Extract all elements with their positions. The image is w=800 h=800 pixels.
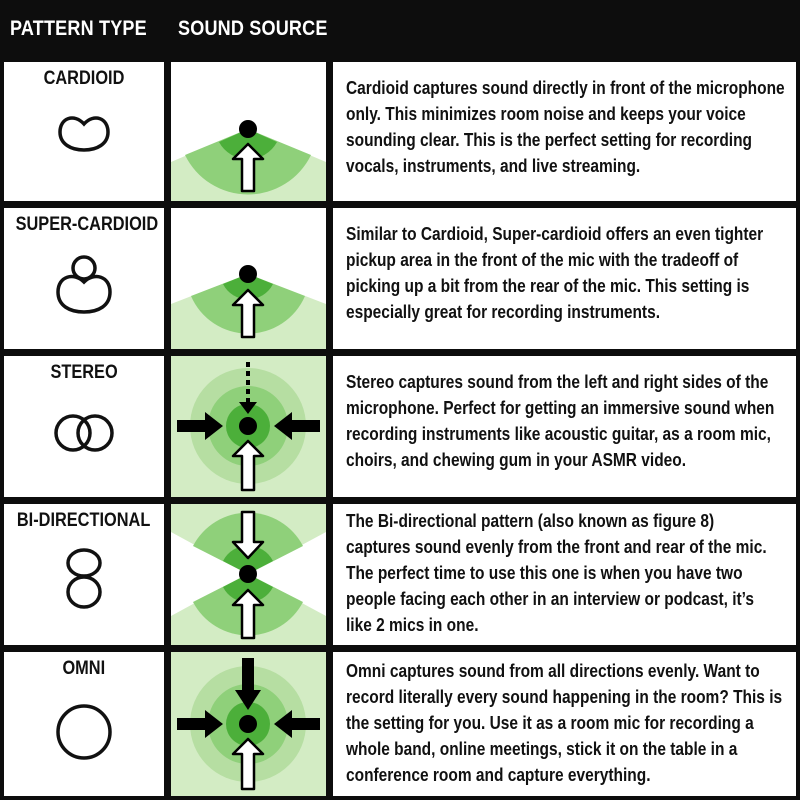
- pattern-name: SUPER-CARDIOID: [15, 214, 159, 235]
- pattern-row-super-cardioid: [0, 208, 800, 349]
- pattern-type-cell: [4, 356, 164, 497]
- pattern-row-cardioid: [0, 62, 800, 201]
- super-cardioid-pickup-diagram: [171, 208, 326, 349]
- pattern-type-cell: [4, 652, 164, 796]
- description-cell: [333, 356, 796, 497]
- description-cell: [333, 62, 796, 201]
- bi-directional-pickup-diagram: [171, 504, 326, 645]
- pattern-name: STEREO: [50, 362, 118, 383]
- description-cell: [333, 208, 796, 349]
- cardioid-pickup-diagram: [171, 62, 326, 201]
- pattern-row-stereo: [0, 356, 800, 497]
- description-cell: [333, 504, 796, 645]
- pattern-row-bi-directional: [0, 504, 800, 645]
- sound-source-cell: [171, 62, 326, 201]
- sound-source-cell: [171, 208, 326, 349]
- pattern-description: Stereo captures sound from the left and right sides of the microphone. Perfect for getting an immersive sound when recording instruments like acoustic guitar, as a room mic, choirs, and chewing gum in your ASMR video.: [346, 372, 775, 470]
- pattern-name: BI-DIRECTIONAL: [17, 510, 151, 531]
- circle-icon: [44, 692, 124, 772]
- pattern-name: CARDIOID: [43, 68, 125, 89]
- pattern-name: OMNI: [62, 658, 106, 679]
- pattern-row-omni: [0, 652, 800, 796]
- figure-eight-icon: [44, 540, 124, 620]
- cardioid-icon: [44, 100, 124, 180]
- pattern-type-cell: [4, 504, 164, 645]
- pattern-description: Omni captures sound from all directions evenly. Want to record literally every sound happening in the room? This is the setting for you. Use it as a room mic for recording a whole band, online meetings, stick it on the table in a conference room and capture everything.: [346, 661, 783, 785]
- header-sound-source: SOUND SOURCE: [178, 17, 328, 40]
- pattern-description: Cardioid captures sound directly in front of the microphone only. This minimizes room noise and keeps your voice sounding clear. This is the perfect setting for recording vocals, instruments, and live streaming.: [346, 78, 785, 176]
- pattern-description: Similar to Cardioid, Super-cardioid offers an even tighter pickup area in the front of the mic with the tradeoff of picking up a bit from the rear of the mic. This setting is especially great for recording instruments.: [346, 224, 764, 322]
- pattern-type-cell: [4, 62, 164, 201]
- sound-source-cell: [171, 504, 326, 645]
- pattern-type-cell: [4, 208, 164, 349]
- description-cell: [333, 652, 796, 796]
- omni-pickup-diagram: [171, 652, 326, 796]
- super-cardioid-icon: [44, 246, 124, 326]
- stereo-pickup-diagram: [171, 356, 326, 497]
- stereo-icon: [44, 394, 124, 474]
- sound-source-cell: [171, 652, 326, 796]
- sound-source-cell: [171, 356, 326, 497]
- pattern-description: The Bi-directional pattern (also known as figure 8) captures sound evenly from the front and rear of the mic. The perfect time to use this one is when you have two people facing each other in an interview or podcast, it’s like 2 mics in one.: [346, 511, 767, 635]
- header-pattern-type: PATTERN TYPE: [10, 17, 147, 40]
